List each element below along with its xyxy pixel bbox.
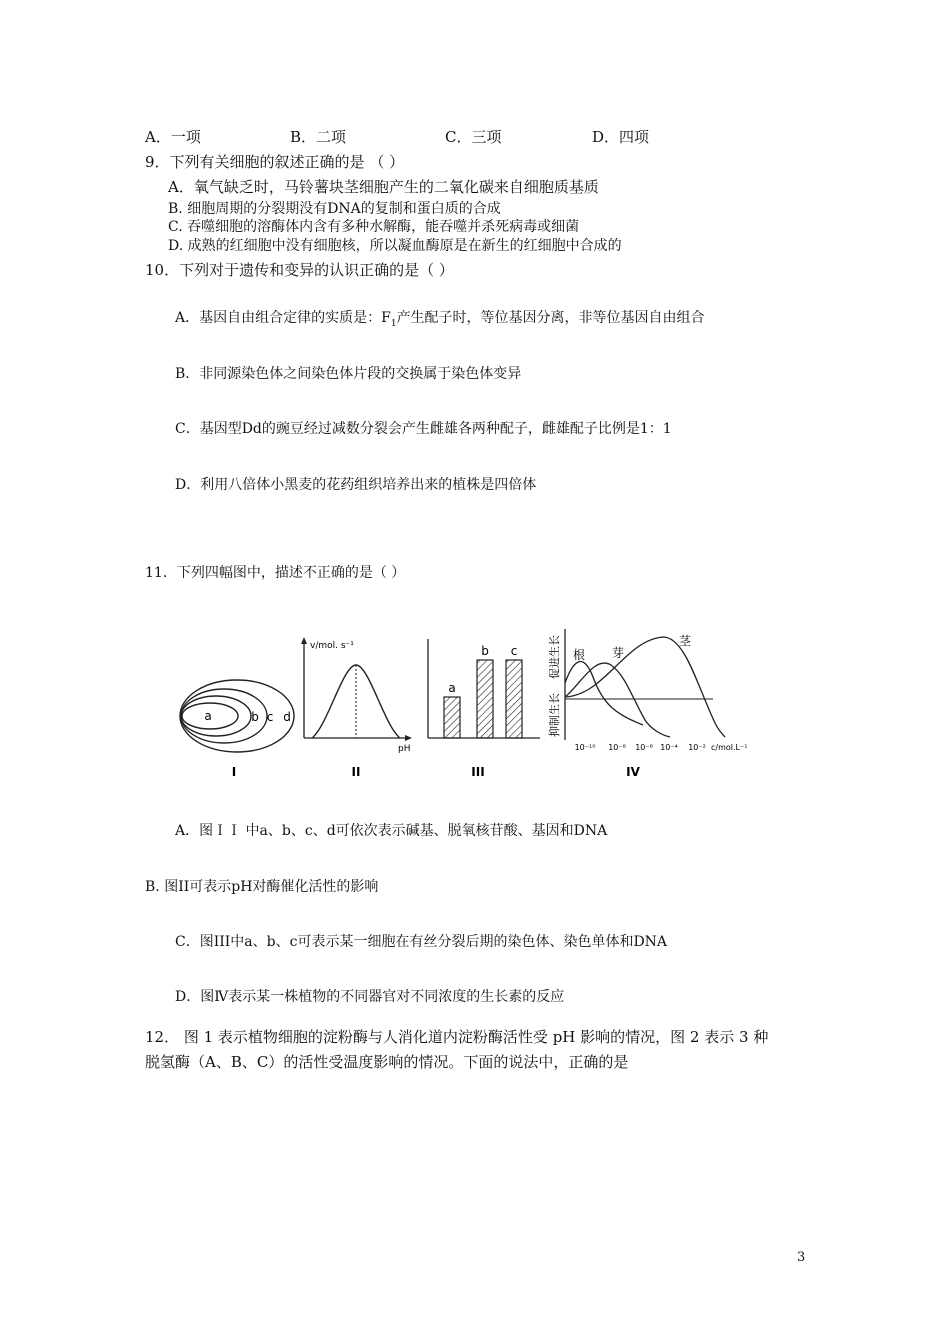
fig4-xtick-1: 10⁻¹⁰: [574, 743, 596, 752]
fig3-label-b: b: [481, 644, 489, 658]
fig3-bar-a: [444, 697, 460, 738]
fig1-label-a: a: [204, 709, 212, 723]
q11-stem: 11．下列四幅图中，描述不正确的是（ ）: [145, 565, 406, 581]
q9-option-c: C. 吞噬细胞的溶酶体内含有多种水解酶，能吞噬并杀死病毒或细菌: [168, 219, 580, 235]
fig4-xtick-5: 10⁻²: [688, 743, 706, 752]
fig4-series-root: 根: [572, 648, 586, 662]
fig4-series-bud: 芽: [611, 646, 625, 660]
fig4-xtick-2: 10⁻⁸: [608, 743, 626, 752]
q11-option-d: D．图Ⅳ表示某一株植物的不同器官对不同浓度的生长素的反应: [175, 989, 565, 1005]
fig4-ylabel-inhibit: 抑制生长: [548, 693, 561, 737]
q8-option-b: B．二项: [290, 128, 347, 146]
q10-stem: 10．下列对于遗传和变异的认识正确的是（ ）: [145, 261, 454, 279]
q8-option-a: A．一项: [145, 128, 201, 146]
fig1-label-d: d: [283, 710, 291, 724]
q11-option-a: A．图ＩＩ 中a、b、c、d可依次表示碱基、脱氧核苷酸、基因和DNA: [175, 823, 608, 839]
fig3-label-c: c: [510, 644, 518, 658]
fig1-label-b: b: [251, 710, 259, 724]
q10-option-a-post: 产生配子时，等位基因分离，非等位基因自由组合: [396, 310, 705, 326]
q10-option-d: D．利用八倍体小黑麦的花药组织培养出来的植株是四倍体: [175, 477, 537, 493]
q9-option-b: B. 细胞周期的分裂期没有DNA的复制和蛋白质的合成: [168, 201, 501, 217]
fig1-label-c: c: [266, 710, 274, 724]
q10-option-a-subscript: 1: [390, 318, 397, 329]
figure-4-auxin-curves: [545, 625, 760, 783]
figure-1-nested-sets: [176, 650, 298, 780]
q9-option-d: D. 成熟的红细胞中没有细胞核，所以凝血酶原是在新生的红细胞中合成的: [168, 238, 622, 254]
fig4-ylabel-promote: 促进生长: [548, 635, 561, 679]
fig3-label-a: a: [448, 681, 456, 695]
fig4-xtick-3: 10⁻⁶: [635, 743, 653, 752]
q11-option-c: C．图III中a、b、c可表示某一细胞在有丝分裂后期的染色体、染色单体和DNA: [175, 934, 668, 950]
fig2-ylabel: v/mol. s⁻¹: [310, 641, 354, 651]
fig4-caption: IV: [626, 765, 640, 779]
fig2-xlabel: pH: [398, 744, 411, 754]
fig4-xlabel: c/mol.L⁻¹: [711, 743, 748, 752]
fig3-caption: III: [471, 765, 485, 779]
fig2-caption: II: [351, 765, 361, 779]
q12-line-1: 12． 图 1 表示植物细胞的淀粉酶与人消化道内淀粉酶活性受 pH 影响的情况，图 2 表示 3 种: [145, 1028, 769, 1046]
q8-option-d: D．四项: [592, 128, 650, 146]
figure-2-ph-curve: [298, 635, 413, 780]
q10-option-c: C．基因型Dd的豌豆经过减数分裂会产生雌雄各两种配子，雌雄配子比例是1：1: [175, 421, 672, 437]
q8-option-c: C．三项: [445, 128, 502, 146]
fig3-bar-c: [506, 660, 522, 738]
q9-option-a: A．氧气缺乏时，马铃薯块茎细胞产生的二氧化碳来自细胞质基质: [168, 178, 599, 196]
figure-3-bar-chart: [420, 635, 542, 780]
fig3-bar-b: [477, 660, 493, 738]
page-number: 3: [797, 1250, 806, 1265]
q10-option-b: B．非同源染色体之间染色体片段的交换属于染色体变异: [175, 366, 522, 382]
q10-option-a-pre: A．基因自由组合定律的实质是：F: [175, 310, 391, 326]
q9-stem: 9．下列有关细胞的叙述正确的是 （ ）: [145, 153, 405, 171]
q12-line-2: 脱氢酶（A、B、C）的活性受温度影响的情况。下面的说法中，正确的是: [145, 1053, 629, 1071]
q10-option-a: [175, 308, 705, 334]
q11-option-b: B. 图II可表示pH对酶催化活性的影响: [145, 879, 379, 895]
fig4-series-stem: 茎: [678, 634, 692, 648]
fig4-xtick-4: 10⁻⁴: [660, 743, 678, 752]
fig1-caption: I: [231, 765, 237, 779]
